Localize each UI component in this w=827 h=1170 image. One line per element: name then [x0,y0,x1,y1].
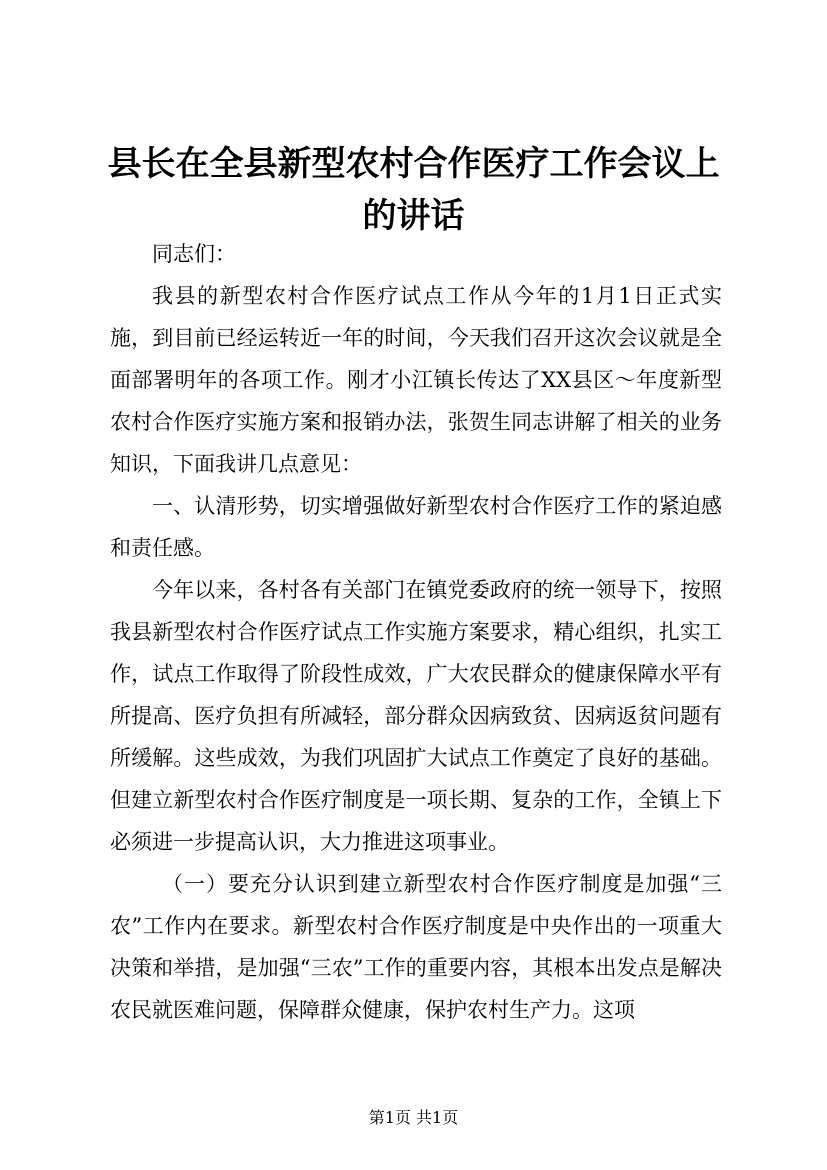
subsection-paragraph: （一）要充分认识到建立新型农村合作医疗制度是加强“三农”工作内在要求。新型农村合作医疗制度是中央作出的一项重大决策和举措，是加强“三农”工作的重要内容，其根本出发点是解决农民就医难问题，保障群众健康，保护农村生产力。这项 [110,872,722,1022]
intro-paragraph: 我县的新型农村合作医疗试点工作从今年的1月1日正式实施，到目前已经运转近一年的时间，今天我们召开这次会议就是全面部署明年的各项工作。刚才小江镇长传达了XX县区～年度新型农村合作医疗实施方案和报销办法，张贺生同志讲解了相关的业务知识，下面我讲几点意见： [110,284,722,476]
document-body [110,233,722,1031]
page-footer: 第1页 共1页 [368,1108,459,1127]
salutation-paragraph: 同志们： [152,242,236,266]
document-title: 县长在全县新型农村合作医疗工作会议上的讲话 [107,144,720,236]
body-paragraph: 今年以来，各村各有关部门在镇党委政府的统一领导下，按照我县新型农村合作医疗试点工作实施方案要求，精心组织，扎实工作，试点工作取得了阶段性成效，广大农民群众的健康保障水平有所提高、医疗负担有所减轻，部分群众因病致贫、因病返贫问题有所缓解。这些成效，为我们巩固扩大试点工作奠定了良好的基础。但建立新型农村合作医疗制度是一项长期、复杂的工作，全镇上下必须进一步提高认识，大力推进这项事业。 [110,578,722,854]
section-heading-1: 一、认清形势，切实增强做好新型农村合作医疗工作的紧迫感和责任感。 [110,494,722,560]
